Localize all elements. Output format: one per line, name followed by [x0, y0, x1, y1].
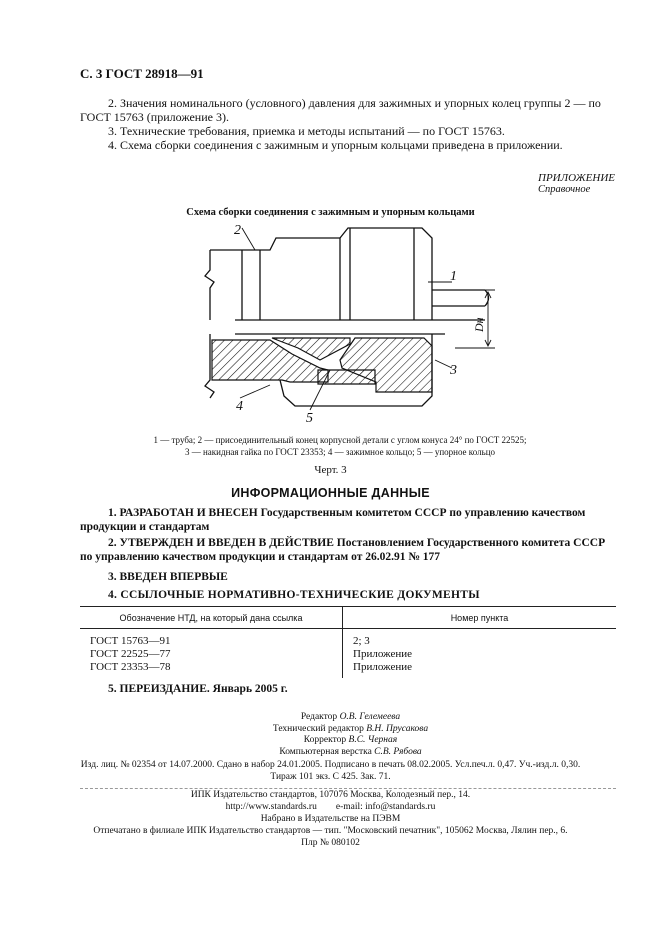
credits-block: [20, 712, 661, 758]
ntd-doc: ГОСТ 15763—91: [80, 629, 343, 649]
imprint-line3: ИПК Издательство стандартов, 107076 Москва, Колодезный пер., 14.: [190, 790, 471, 800]
credit-corrector: Корректор В.С. Черная: [303, 735, 398, 745]
table-row: [80, 661, 616, 678]
paragraph-2: 2. Значения номинального (условного) давления для зажимных и упорных колец группы 2 — по ГОСТ 15763 (приложение 3).: [80, 96, 601, 124]
ntd-item: Приложение: [353, 661, 413, 673]
ntd-item: Приложение: [353, 648, 413, 660]
table-row: [80, 629, 616, 649]
appendix-subtitle: Справочное: [538, 184, 591, 195]
ntd-table: [80, 606, 616, 678]
appendix-heading: [538, 172, 615, 195]
imprint-line7: Плр № 080102: [301, 838, 360, 848]
figure-caption-line1: 1 — труба; 2 — присоединительный конец корпусной детали с углом конуса 24° по ГОСТ 22525;: [153, 435, 527, 445]
figure-number: Черт. 3: [314, 464, 347, 476]
paragraph-4: 4. Схема сборки соединения с зажимным и упорным кольцами приведена в приложении.: [108, 138, 563, 152]
label-3: 3: [450, 363, 457, 378]
imprint-line5: Набрано в Издательстве на ПЭВМ: [260, 814, 401, 824]
info-item-3: 3. ВВЕДЕН ВПЕРВЫЕ: [108, 571, 228, 583]
info-item-1: 1. РАЗРАБОТАН И ВНЕСЕН Государственным комитетом СССР по управлению качеством продукции и стандартам: [80, 507, 586, 533]
divider: [80, 788, 616, 789]
figure-caption-line2: 3 — накидная гайка по ГОСТ 23353; 4 — зажимное кольцо; 5 — упорное кольцо: [184, 447, 496, 457]
credit-editor: Редактор О.В. Гелемеева: [300, 712, 401, 722]
imprint-line4: http://www.standards.ru e-mail: info@standards.ru: [225, 802, 436, 812]
paragraph-3: 3. Технические требования, приемка и методы испытаний — по ГОСТ 15763.: [108, 124, 505, 138]
label-1: 1: [450, 269, 457, 284]
label-dn: Dн: [472, 317, 486, 332]
credit-tech-editor: Технический редактор В.Н. Прусакова: [272, 723, 429, 734]
label-4: 4: [236, 399, 243, 414]
label-5: 5: [306, 411, 313, 425]
appendix-title: ПРИЛОЖЕНИЕ: [538, 172, 615, 184]
page-header: С. 3 ГОСТ 28918—91: [80, 66, 204, 81]
ntd-item: 2; 3: [353, 635, 370, 647]
info-item-5: 5. ПЕРЕИЗДАНИЕ. Январь 2005 г.: [108, 683, 288, 695]
ntd-doc: ГОСТ 22525—77: [80, 648, 343, 661]
ntd-col-doc: Обозначение НТД, на который дана ссылка: [80, 607, 343, 629]
credit-layout: Компьютерная верстка С.В. Рябова: [279, 746, 422, 757]
label-2: 2: [234, 223, 241, 238]
info-item-2: 2. УТВЕРЖДЕН И ВВЕДЕН В ДЕЙСТВИЕ Постановлением Государственного комитета СССР по управлению качеством продукции и стандартам от 26.02.91 № 177: [80, 537, 606, 563]
ntd-col-item: Номер пункта: [343, 607, 617, 629]
table-row: [80, 648, 616, 661]
info-item-4: 4. ССЫЛОЧНЫЕ НОРМАТИВНО-ТЕХНИЧЕСКИЕ ДОКУМЕНТЫ: [108, 589, 480, 601]
imprint-line6: Отпечатано в филиале ИПК Издательство стандартов — тип. "Московский печатник", 105062 Москва, Лялин пер., 6.: [93, 826, 568, 836]
ntd-doc: ГОСТ 23353—78: [80, 661, 343, 678]
assembly-drawing: [200, 220, 510, 425]
info-section-title: ИНФОРМАЦИОННЫЕ ДАННЫЕ: [231, 486, 430, 500]
figure-title: Схема сборки соединения с зажимным и упорным кольцами: [186, 207, 475, 218]
imprint-line2: Тираж 101 экз. С 425. Зак. 71.: [270, 772, 391, 782]
imprint-line1: Изд. лиц. № 02354 от 14.07.2000. Сдано в набор 24.01.2005. Подписано в печать 08.02.2005. Усл.печ.л. 0,47. Уч.-изд.л. 0,30.: [80, 760, 581, 770]
